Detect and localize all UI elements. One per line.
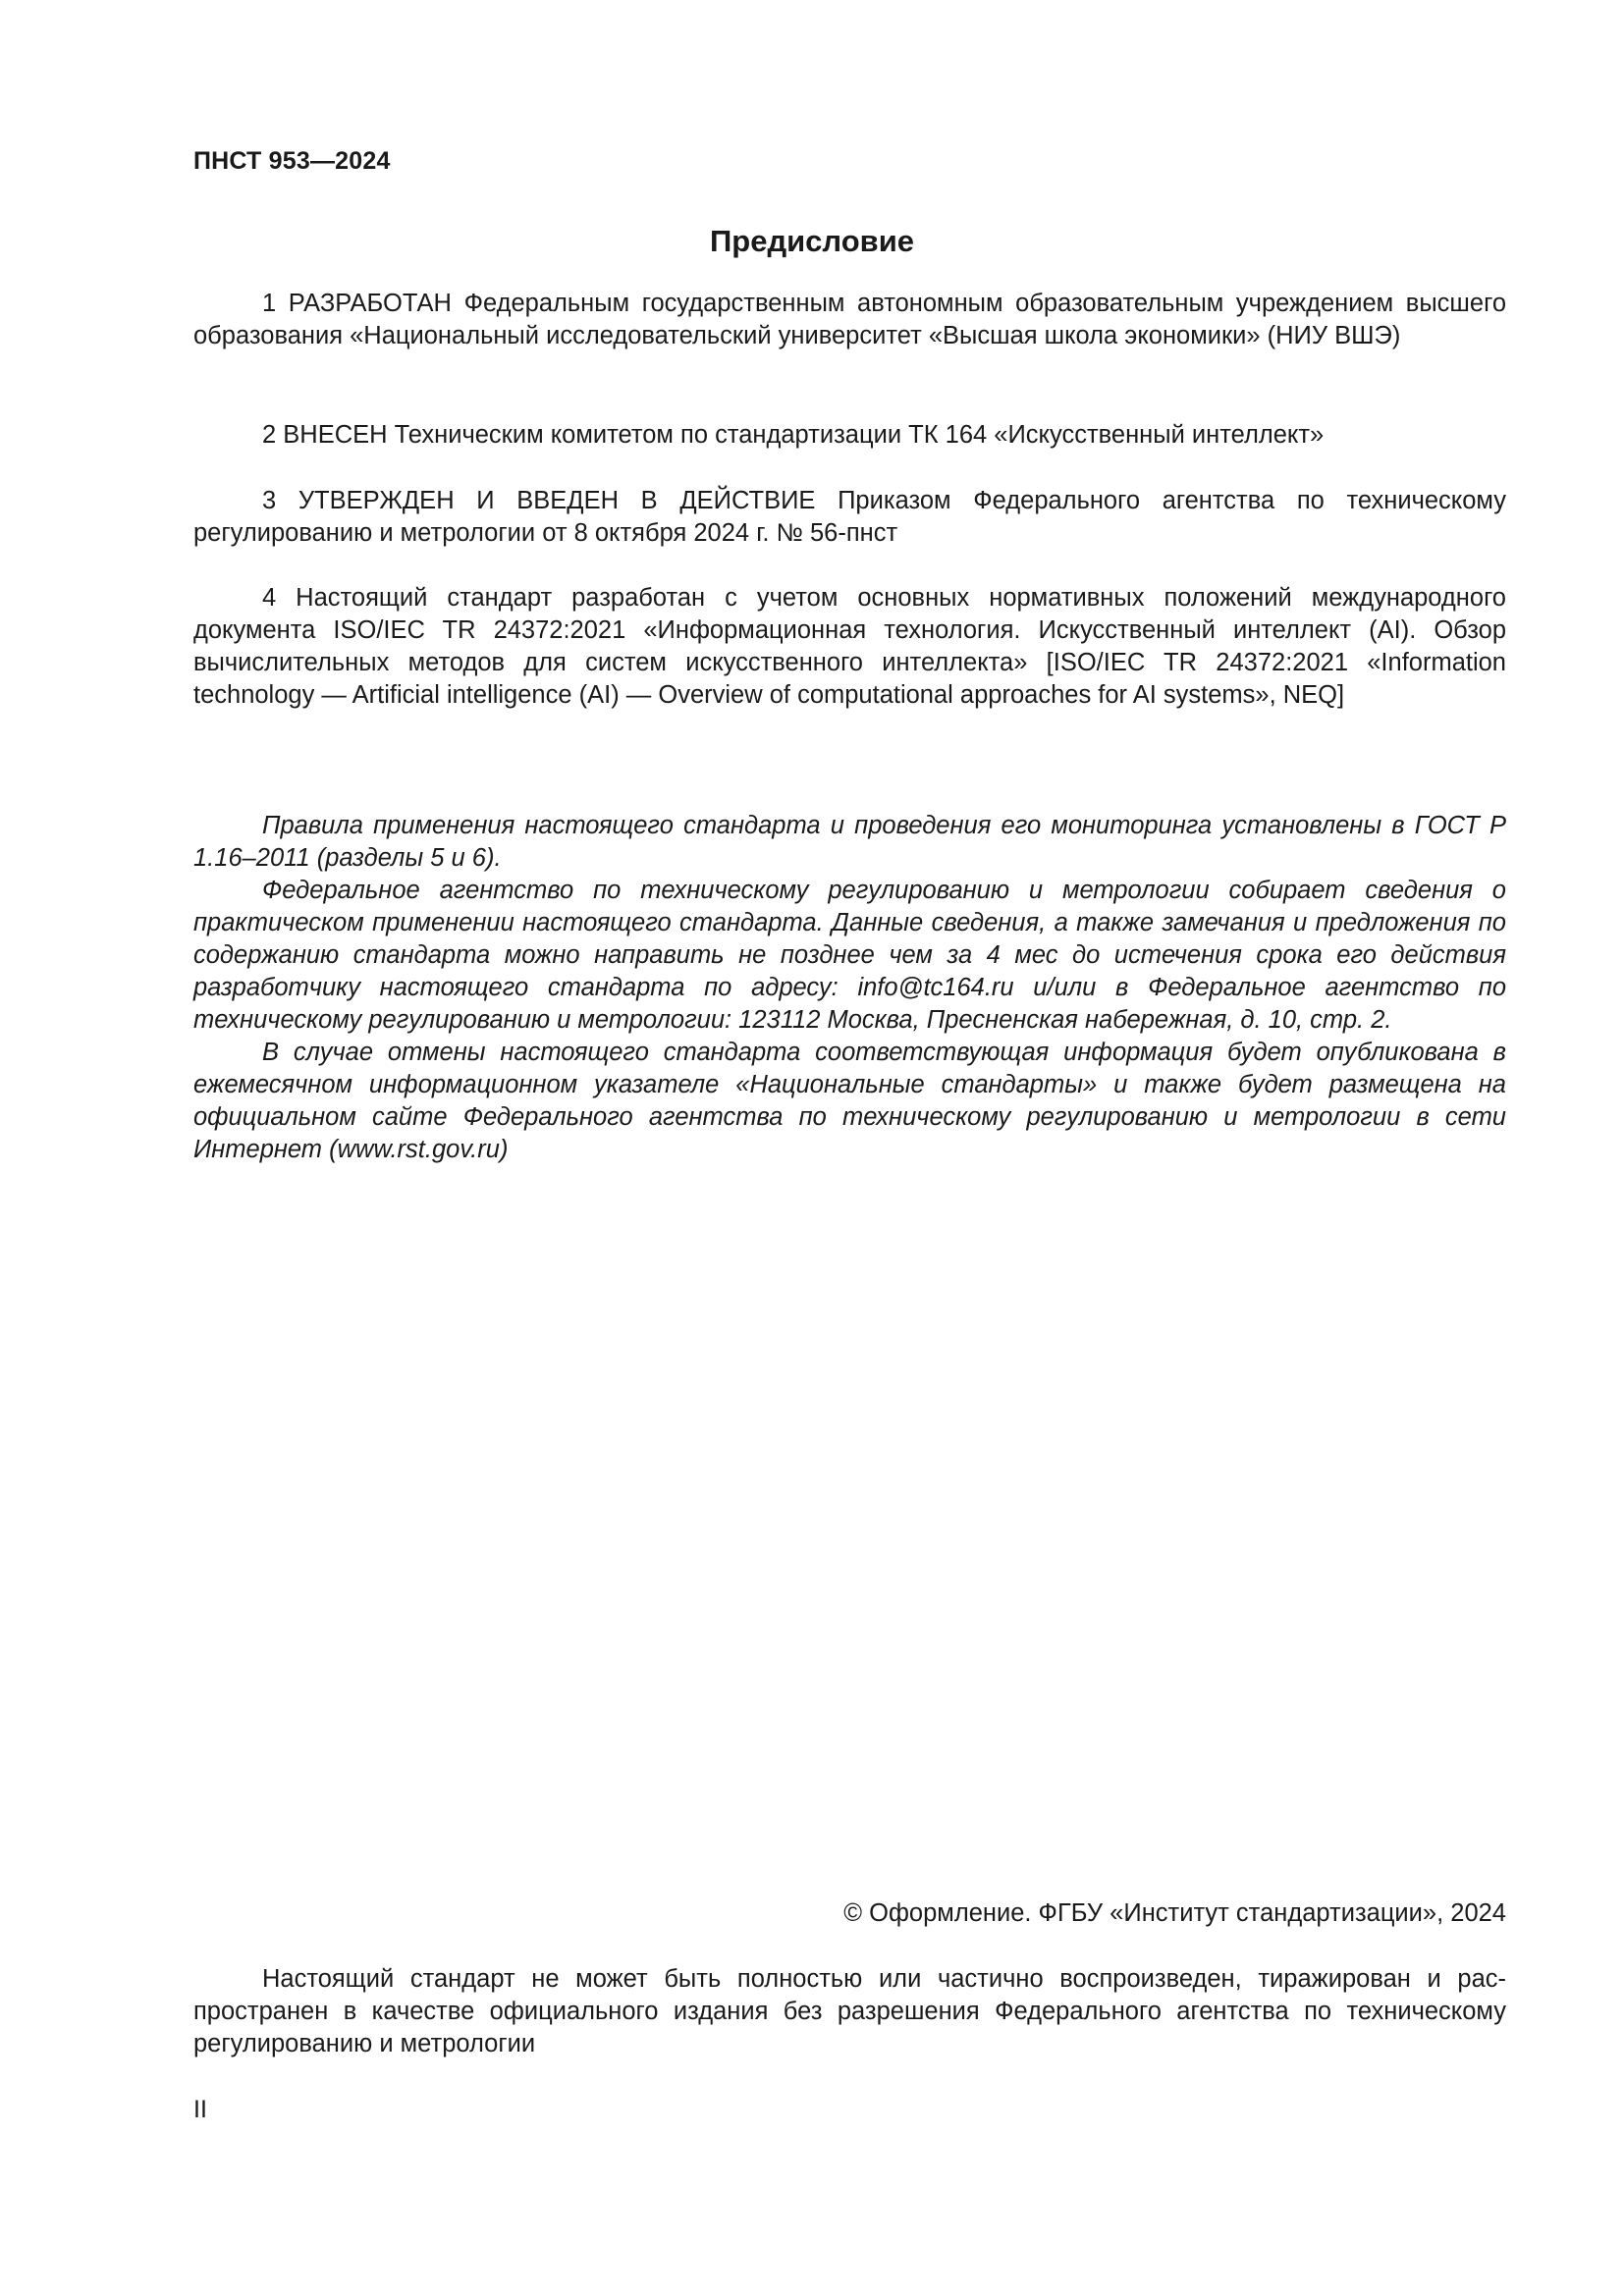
notice-paragraph: В случае отмены настоящего стандарта соответствующая информация будет опубликована в ежемесячном информационном указателе «Национальные стандарты» и также будет размещена на официальном сайте Федерального агентства по техническому регулированию и метрологии в сети Интернет (www.rst.gov.ru) bbox=[193, 1039, 1506, 1163]
foreword-item-approved: 3 УТВЕРЖДЕН И ВВЕДЕН В ДЕЙСТВИЕ Приказом Федерального агентства по техническому регулированию и метрологии от 8 октября 2024 г. № 56-пнст bbox=[193, 487, 1506, 547]
foreword-item-basis: 4 Настоящий стандарт разработан с учетом основных нормативных положений международного документа ISO/IEC TR 24372:2021 «Информационная технология. Искусственный интеллект (AI). Обзор вычислительных методов для систем искусственного интеллекта» [ISO/IEC TR 24372:2021 «Information technology — Artificial intelligence (AI) — Overview of computational approaches for AI systems», NEQ] bbox=[193, 584, 1506, 709]
application-notice bbox=[193, 810, 1506, 1166]
copyright-line: © Оформление. ФГБУ «Институт стандартизации», 2024 bbox=[843, 1899, 1506, 1927]
foreword-item-introduced: 2 ВНЕСЕН Техническим комитетом по стандартизации ТК 164 «Искусственный интеллект» bbox=[262, 421, 1325, 449]
reproduction-notice: Настоящий стандарт не может быть полностью или частично воспроизведен, тиражирован и распространен в качестве официального издания без разрешения Федерального агентства по техническому регулированию и метрологии bbox=[193, 1965, 1506, 2057]
document-code: ПНСТ 953—2024 bbox=[193, 147, 391, 175]
page-number: II bbox=[193, 2096, 207, 2123]
notice-paragraph: Федеральное агентство по техническому регулированию и метрологии собирает сведения о практическом применении настоящего стандарта. Данные сведения, а также замечания и предложения по содержанию стандарта можно направить не позднее чем за 4 мес до истечения срока его действия разработчику настоящего стандарта по адресу: info@tc164.ru и/или в Федеральное агентство по техническому регулированию и метрологии: 123112 Москва, Пресненская набережная, д. 10, стр. 2. bbox=[193, 877, 1506, 1034]
notice-paragraph: Правила применения настоящего стандарта и проведения его мониторинга установлены в ГОСТ Р 1.16–2011 (разделы 5 и 6). bbox=[193, 812, 1506, 872]
foreword-title: Предисловие bbox=[709, 224, 914, 258]
foreword-item-developed: 1 РАЗРАБОТАН Федеральным государственным автономным образовательным учреждением высшего образования «Национальный исследовательский университет «Высшая школа экономики» (НИУ ВШЭ) bbox=[193, 290, 1506, 349]
